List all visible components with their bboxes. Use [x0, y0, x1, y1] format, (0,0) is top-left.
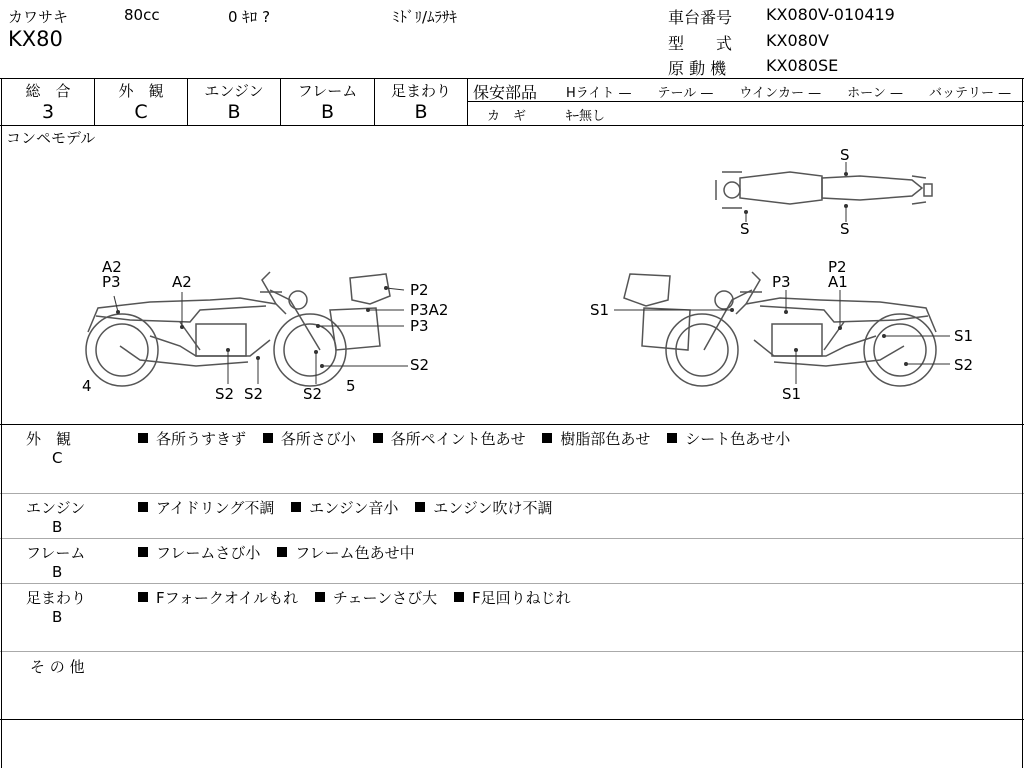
detail-label: 外 観 — [26, 430, 72, 448]
diagram-label: A1 — [828, 273, 848, 291]
detail-grade: B — [52, 518, 63, 536]
finding-item: F足回りねじれ — [454, 589, 571, 607]
engine-value: KX080SE — [766, 56, 839, 75]
finding-item: アイドリング不調 — [138, 499, 274, 517]
detail-findings — [138, 428, 802, 449]
finding-item: 各所ペイント色あせ — [373, 430, 526, 448]
bullet-square-icon — [542, 433, 552, 443]
diagram-label: P3 — [102, 273, 121, 291]
finding-item: 各所さび小 — [263, 430, 356, 448]
finding-item: Fフォークオイルもれ — [138, 589, 298, 607]
type-value: KX080V — [766, 31, 829, 50]
finding-item: フレームさび小 — [138, 544, 260, 562]
bullet-square-icon — [291, 502, 301, 512]
diagram-label: S2 — [954, 356, 974, 374]
bullet-square-icon — [263, 433, 273, 443]
grade-engine-label: エンジン — [204, 82, 264, 100]
key-label: カ ギ — [487, 109, 527, 124]
bullet-square-icon — [138, 502, 148, 512]
detail-findings — [138, 497, 564, 518]
model-name: KX80 — [8, 27, 63, 51]
color: ﾐﾄﾞﾘ/ﾑﾗｻｷ — [392, 8, 458, 26]
diagram-label: P3 — [410, 317, 429, 335]
detail-grade: C — [52, 449, 63, 467]
diagram-label: P2 — [410, 281, 429, 299]
diagram-label: 4 — [82, 377, 92, 395]
finding-item: 樹脂部色あせ — [542, 430, 650, 448]
finding-item: チェーンさび大 — [315, 589, 437, 607]
detail-grade: B — [52, 563, 63, 581]
grade-suspension-label: 足まわり — [390, 82, 451, 100]
bullet-square-icon — [415, 502, 425, 512]
remark: コンペモデル — [6, 129, 96, 147]
detail-label: エンジン — [26, 499, 86, 517]
bullet-square-icon — [277, 547, 287, 557]
bullet-square-icon — [315, 592, 325, 602]
safety-label: 保安部品 — [473, 83, 538, 102]
diagram-label: S2 — [244, 385, 264, 403]
diagram-label: S1 — [954, 327, 974, 345]
grade-engine-value: B — [227, 101, 241, 123]
finding-item: エンジン吹け不調 — [415, 499, 552, 517]
diagram-label: S1 — [590, 301, 610, 319]
detail-grade: B — [52, 608, 63, 626]
finding-item: フレーム色あせ中 — [277, 544, 414, 562]
diagram-label: P3A2 — [410, 301, 449, 319]
bullet-square-icon — [138, 433, 148, 443]
bullet-square-icon — [138, 592, 148, 602]
diagram-label: S2 — [303, 385, 323, 403]
displacement: 80cc — [124, 6, 160, 24]
diagram-label: P2 — [828, 258, 847, 276]
engine-label: 原 動 機 — [668, 59, 727, 78]
diagram-label: S1 — [782, 385, 802, 403]
bullet-square-icon — [454, 592, 464, 602]
diagram-label: 5 — [346, 377, 356, 395]
grade-exterior-label: 外 観 — [118, 82, 164, 100]
grade-suspension-value: B — [414, 101, 428, 123]
finding-item: エンジン音小 — [291, 499, 398, 517]
diagram-label: P3 — [772, 273, 791, 291]
other-label: そ の 他 — [30, 658, 85, 676]
finding-item: シート色あせ小 — [667, 430, 790, 448]
safety-items: Hライト — テール — ウインカー — ホーン — バッテリー — — [566, 86, 1012, 101]
grade-overall-value: 3 — [41, 101, 55, 123]
grade-frame-label: フレーム — [297, 82, 358, 100]
diagram-label: A2 — [172, 273, 192, 291]
diagram-label: S — [740, 220, 750, 238]
detail-findings — [138, 587, 583, 608]
bullet-square-icon — [667, 433, 677, 443]
left-side-bike-icon — [86, 272, 390, 386]
damage-markers — [116, 172, 908, 368]
grade-frame-value: B — [320, 101, 335, 123]
detail-label: フレーム — [26, 544, 86, 562]
leader-lines — [114, 162, 950, 384]
top-view-bike-icon — [716, 172, 932, 208]
odometer: 0 ｷﾛ ? — [228, 8, 271, 26]
frame-no: KX080V-010419 — [766, 5, 895, 24]
bullet-square-icon — [138, 547, 148, 557]
diagram-label: S — [840, 220, 850, 238]
detail-label: 足まわり — [26, 589, 87, 607]
grade-exterior-value: C — [134, 101, 148, 123]
diagram-label: S2 — [410, 356, 430, 374]
key-value: ｷｰ無し — [566, 109, 606, 124]
diagram-label: S — [840, 146, 850, 164]
type-label: 型 式 — [668, 34, 733, 53]
maker: カワサキ — [8, 8, 69, 26]
finding-item: 各所うすきず — [138, 430, 246, 448]
diagram-label: A2 — [102, 258, 122, 276]
frame-no-label: 車台番号 — [668, 8, 733, 27]
diagram-label: S2 — [215, 385, 235, 403]
grade-overall-label: 総 合 — [25, 82, 71, 100]
detail-findings — [138, 542, 427, 563]
bullet-square-icon — [373, 433, 383, 443]
